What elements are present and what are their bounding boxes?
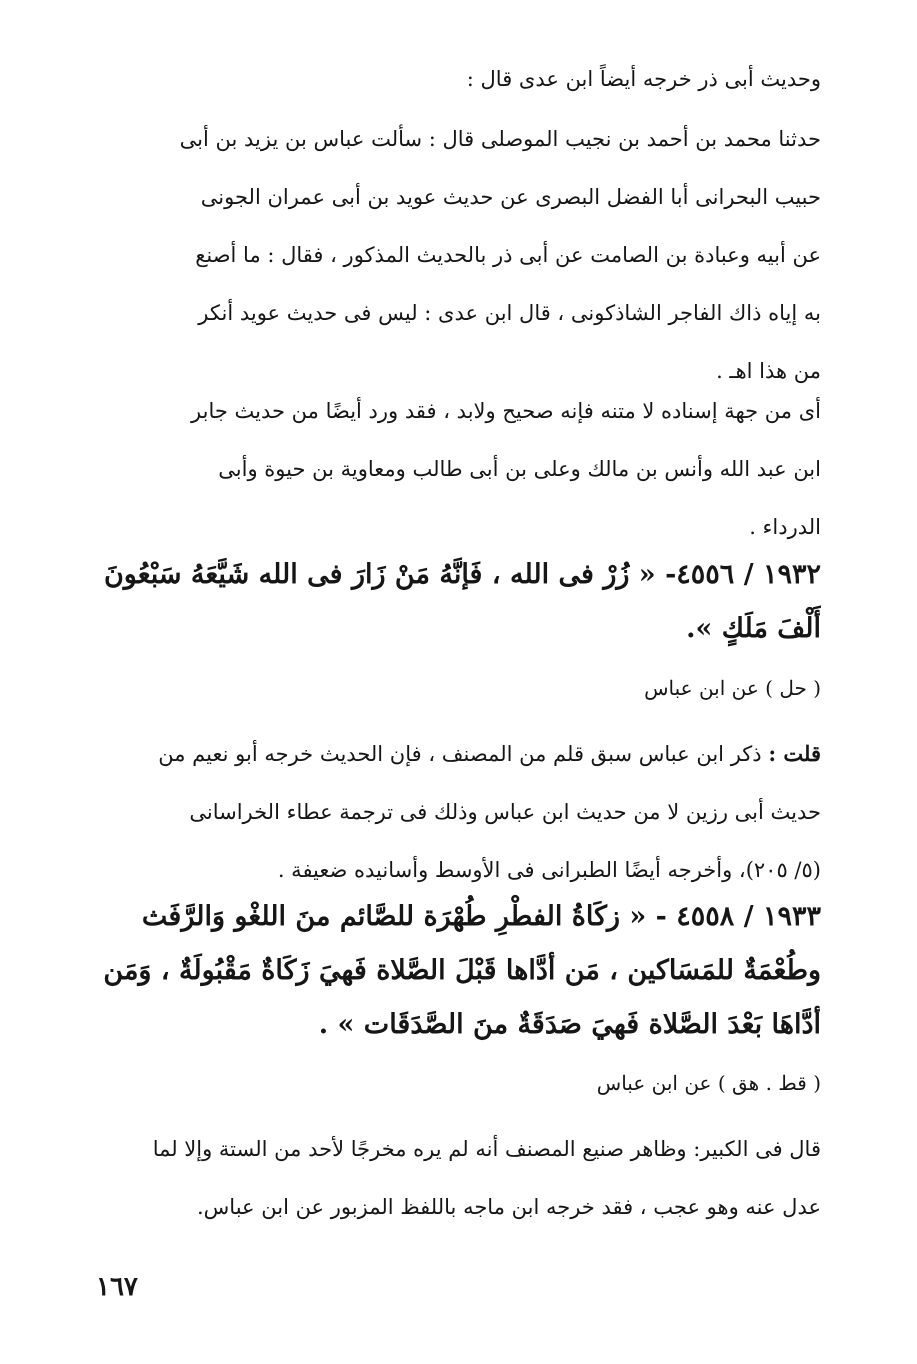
text-line: قال فى الكبير: وظاهر صنيع المصنف أنه لم يره مخرجًا لأحد من الستة وإلا لما bbox=[152, 1137, 821, 1161]
intro-line bbox=[100, 50, 821, 108]
paragraph-commentary bbox=[100, 382, 821, 556]
hadith-1933 bbox=[100, 890, 821, 1052]
text-line: أى من جهة إسناده لا متنه فإنه صحيح ولابد ، فقد ورد أيضًا من حديث جابر bbox=[191, 399, 821, 423]
text-line: حديث أبى رزين لا من حديث ابن عباس وذلك فى ترجمة عطاء الخراسانى bbox=[189, 800, 821, 824]
text-line bbox=[100, 725, 821, 783]
text-line: عن أبيه وعبادة بن الصامت عن أبى ذر بالحديث المذكور ، فقال : ما أصنع bbox=[195, 243, 821, 267]
source-citation: ( قط . هق ) عن ابن عباس bbox=[596, 1071, 821, 1095]
text-line: وحديث أبى ذر خرجه أيضاً ابن عدى قال : bbox=[466, 67, 821, 91]
text-line: به إياه ذاك الفاجر الشاذكونى ، قال ابن عدى : ليس فى حديث عويد أنكر bbox=[198, 301, 821, 325]
text-line: عدل عنه وهو عجب ، فقد خرجه ابن ماجه باللفظ المزبور عن ابن عباس. bbox=[196, 1195, 821, 1219]
note-text: ذكر ابن عباس سبق قلم من المصنف ، فإن الحديث خرجه أبو نعيم من bbox=[158, 742, 769, 766]
text-line: حبيب البحرانى أبا الفضل البصرى عن حديث عويد بن أبى عمران الجونى bbox=[200, 185, 821, 209]
text-line: حدثنا محمد بن أحمد بن نجيب الموصلى قال : سألت عباس بن يزيد بن أبى bbox=[179, 127, 821, 151]
hadith-source-2 bbox=[100, 1058, 821, 1108]
paragraph-kabir bbox=[100, 1120, 821, 1236]
paragraph-note bbox=[100, 725, 821, 899]
hadith-line: وطُعْمَةٌ للمَسَاكين ، مَن أدَّاها قَبْلَ الصَّلاة فَهيَ زَكَاةٌ مَقْبُولَةٌ ، وَمَن bbox=[103, 955, 821, 986]
text-line: الدرداء . bbox=[749, 515, 821, 539]
text-line: من هذا اهـ . bbox=[716, 359, 821, 383]
page-number: ١٦٧ bbox=[96, 1272, 138, 1302]
source-citation: ( حل ) عن ابن عباس bbox=[644, 676, 821, 700]
hadith-1932 bbox=[100, 548, 821, 656]
note-label: قلت : bbox=[768, 741, 821, 766]
hadith-source-1 bbox=[100, 663, 821, 713]
hadith-line: ١٩٣٣ / ٤٥٥٨ - « زكَاةُ الفطْرِ طُهْرَة للصَّائم منَ اللغْو وَالرَّفَث bbox=[141, 901, 821, 932]
text-line: (٥/ ٢٠٥)، وأخرجه أيضًا الطبرانى فى الأوسط وأسانيده ضعيفة . bbox=[277, 858, 821, 882]
hadith-line: أدَّاهَا بَعْدَ الصَّلاة فَهيَ صَدَقَةٌ منَ الصَّدَقَات » . bbox=[318, 1009, 821, 1040]
hadith-line: أَلْفَ مَلَكٍ ». bbox=[686, 613, 821, 644]
paragraph-narration bbox=[100, 110, 821, 400]
text-line: ابن عبد الله وأنس بن مالك وعلى بن أبى طالب ومعاوية بن حيوة وأبى bbox=[218, 457, 821, 481]
hadith-line: ١٩٣٢ / ٤٥٥٦- « زُرْ فى الله ، فَإنَّهُ مَنْ زَارَ فى الله شَيَّعَهُ سَبْعُونَ bbox=[103, 559, 821, 590]
